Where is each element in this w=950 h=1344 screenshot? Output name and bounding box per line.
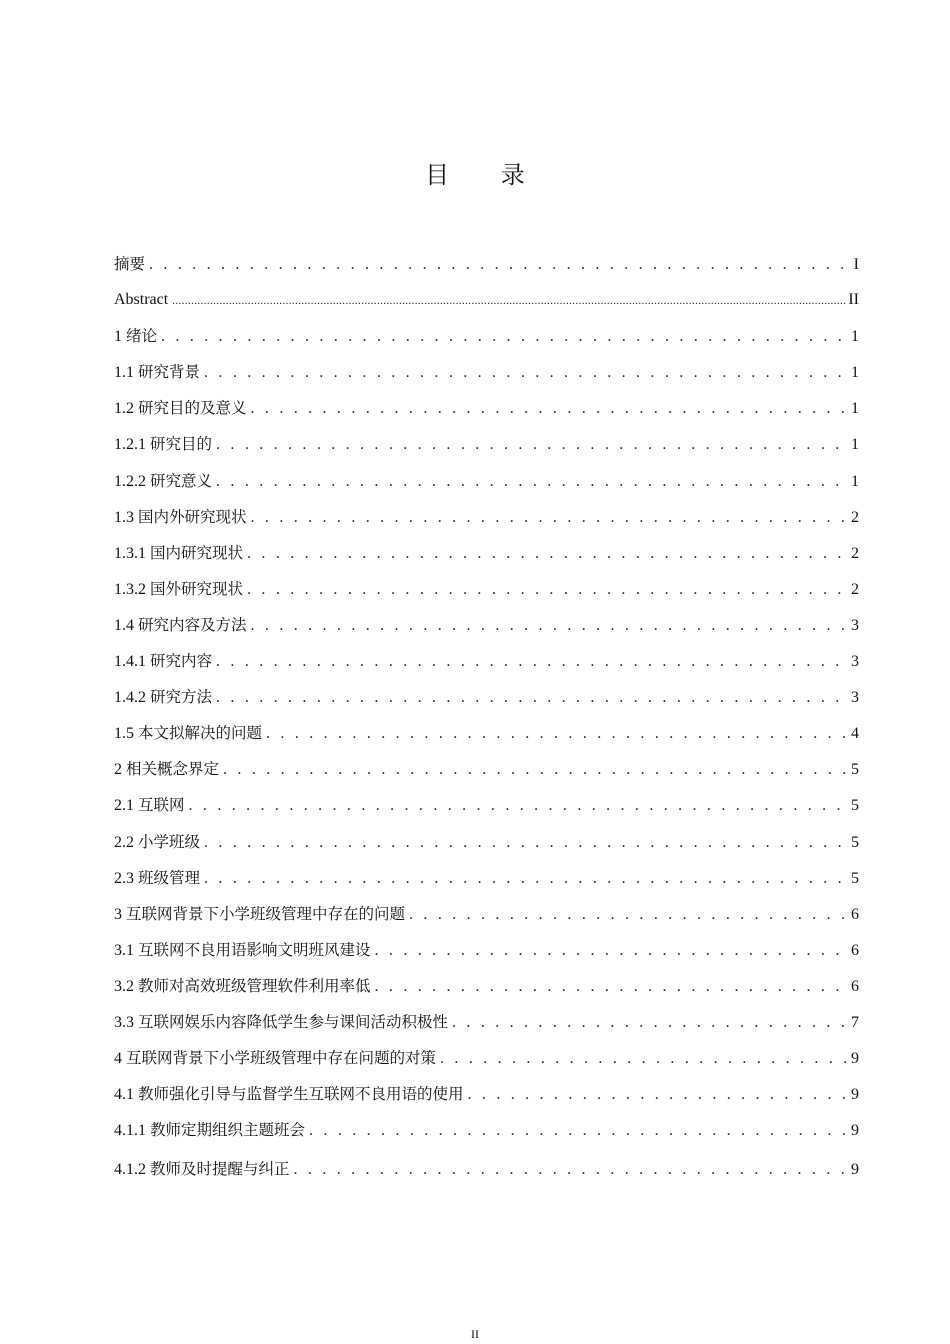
toc-leader-dots [172,287,846,315]
toc-leader-dots [251,612,849,640]
toc-entry-label [114,972,371,1001]
toc-entry-text: 教师定期组织主题班会 [150,1121,306,1140]
toc-entry-label [114,1116,305,1145]
toc-entry-page: 2 [851,508,859,526]
toc-entry-text: 互联网背景下小学班级管理中存在的问题 [126,904,406,923]
page-number: II [471,1327,479,1341]
toc-entry-text: 研究背景 [138,363,201,382]
toc-entry-label [114,791,185,820]
toc-entry[interactable] [114,394,859,430]
toc-entry[interactable] [114,683,859,719]
toc-entry[interactable] [114,864,859,900]
toc-entry-label [114,430,212,459]
toc-entry[interactable] [114,755,859,791]
toc-entry-page: 4 [851,725,859,743]
toc-entry-label [114,936,371,965]
toc-entry-label [114,503,247,532]
toc-entry-label [114,900,405,929]
toc-entry-label [114,322,157,351]
toc-leader-dots [266,720,849,748]
toc-entry-text: 班级管理 [138,868,201,887]
toc-entry-label [114,647,212,676]
table-of-contents [114,250,859,1191]
toc-entry-number: 1.4.1 [114,653,146,671]
toc-leader-dots [216,648,849,676]
toc-entry-page: 5 [851,797,859,815]
toc-entry-number: 1.2.2 [114,472,146,490]
toc-entry-label [114,250,145,279]
toc-entry-label [114,575,243,604]
toc-entry-page: 5 [851,761,859,779]
toc-leader-dots [468,1081,849,1109]
toc-entry-text: 国内研究现状 [150,543,244,562]
toc-entry-number: 2.1 [114,797,134,815]
toc-entry-page: 9 [851,1050,859,1068]
toc-entry-text: 教师及时提醒与纠正 [150,1160,290,1179]
toc-entry-page: 1 [851,472,859,490]
toc-entry-page: 9 [851,1161,859,1179]
toc-entry-page: 1 [851,436,859,454]
toc-entry-text: 绪论 [126,327,158,346]
toc-entry-label [114,864,200,893]
toc-entry-text: 研究目的 [150,435,213,454]
toc-leader-dots [161,323,849,351]
toc-entry-number: 4.1 [114,1086,134,1104]
toc-leader-dots [452,1009,849,1037]
toc-entry[interactable] [114,611,859,647]
toc-leader-dots [216,468,849,496]
toc-entry-label [114,1155,290,1184]
toc-entry[interactable] [114,791,859,827]
toc-entry-page: 6 [851,977,859,995]
toc-entry-label [114,394,247,423]
toc-entry-label [114,683,212,712]
toc-entry-number: 3.2 [114,977,134,995]
toc-entry-number: 4 [114,1050,122,1068]
toc-entry-page: II [848,291,859,309]
toc-entry[interactable] [114,1044,859,1080]
toc-entry-number: 1.3.2 [114,580,146,598]
toc-entry-page: 2 [851,580,859,598]
toc-entry-page: 3 [851,653,859,671]
toc-entry-label [114,1008,448,1037]
toc-entry-label [114,611,247,640]
toc-entry-number: 2.2 [114,833,134,851]
toc-entry-text: 互联网不良用语影响文明班风建设 [138,940,371,959]
toc-entry-number: 1.4.2 [114,689,146,707]
toc-entry-text: 小学班级 [138,832,201,851]
toc-entry-page: 3 [851,689,859,707]
toc-entry-page: 3 [851,616,859,634]
toc-entry-text: 研究目的及意义 [138,399,247,418]
toc-entry[interactable] [114,1155,859,1191]
toc-leader-dots [149,251,852,279]
toc-entry-number: 1.2.1 [114,436,146,454]
toc-leader-dots [409,901,849,929]
toc-leader-dots [247,540,849,568]
toc-entry-number: 1.1 [114,364,134,382]
toc-entry-text: Abstract [114,291,169,309]
toc-entry[interactable] [114,286,859,322]
toc-leader-dots [375,937,849,965]
toc-entry-number: 3.1 [114,941,134,959]
toc-entry[interactable] [114,250,859,286]
toc-entry-text: 本文拟解决的问题 [138,724,263,743]
toc-leader-dots [223,756,849,784]
toc-entry[interactable] [114,1116,859,1152]
toc-leader-dots [216,431,849,459]
toc-entry-page: 1 [851,328,859,346]
toc-entry[interactable] [114,575,859,611]
toc-entry-text: 研究内容 [150,652,213,671]
toc-leader-dots [294,1156,849,1184]
toc-entry-text: 互联网娱乐内容降低学生参与课间活动积极性 [138,1012,449,1031]
toc-entry-page: 1 [851,364,859,382]
toc-entry-page: 2 [851,544,859,562]
toc-entry-page: 5 [851,833,859,851]
toc-entry-text: 互联网背景下小学班级管理中存在问题的对策 [126,1049,437,1068]
toc-entry[interactable] [114,358,859,394]
toc-leader-dots [204,829,849,857]
toc-entry-number: 4.1.2 [114,1161,146,1179]
toc-entry[interactable] [114,719,859,755]
toc-entry-label [114,719,262,748]
toc-entry-text: 教师强化引导与监督学生互联网不良用语的使用 [138,1085,464,1104]
toc-entry-text: 国外研究现状 [150,579,244,598]
toc-entry-number: 1.2 [114,400,134,418]
toc-entry-label [114,1044,436,1073]
toc-entry-text: 研究意义 [150,471,213,490]
toc-entry-page: 1 [851,400,859,418]
toc-entry-text: 摘要 [114,255,146,273]
toc-entry-label [114,828,200,857]
toc-entry-number: 1.4 [114,616,134,634]
toc-leader-dots [309,1117,849,1145]
toc-entry[interactable] [114,322,859,358]
toc-entry-number: 1.5 [114,725,134,743]
toc-entry-label [114,358,200,387]
toc-leader-dots [375,973,849,1001]
toc-entry-number: 4.1.1 [114,1122,146,1140]
toc-leader-dots [204,865,849,893]
toc-entry[interactable] [114,900,859,936]
toc-entry-text: 研究方法 [150,688,213,707]
toc-entry-text: 互联网 [138,796,185,815]
toc-entry-number: 3.3 [114,1013,134,1031]
toc-entry-number: 3 [114,905,122,923]
toc-entry-text: 教师对高效班级管理软件利用率低 [138,976,371,995]
toc-leader-dots [204,359,849,387]
toc-entry[interactable] [114,1080,859,1116]
toc-entry-text: 国内外研究现状 [138,507,247,526]
toc-entry-label [114,755,219,784]
toc-entry[interactable] [114,430,859,466]
toc-entry-number: 1.3.1 [114,544,146,562]
toc-entry-label [114,286,168,314]
toc-entry-page: 5 [851,869,859,887]
toc-entry[interactable] [114,647,859,683]
toc-entry-label [114,1080,464,1109]
toc-entry-number: 1 [114,328,122,346]
toc-entry[interactable] [114,828,859,864]
toc-entry-page: 9 [851,1122,859,1140]
toc-entry-page: 6 [851,941,859,959]
toc-leader-dots [247,576,849,604]
toc-entry-page: I [853,256,859,273]
toc-entry-label [114,539,243,568]
toc-leader-dots [189,792,849,820]
toc-leader-dots [216,684,849,712]
toc-entry-page: 7 [851,1013,859,1031]
toc-entry-page: 9 [851,1086,859,1104]
toc-entry[interactable] [114,1008,859,1044]
toc-entry[interactable] [114,936,859,972]
toc-leader-dots [251,504,849,532]
toc-entry[interactable] [114,539,859,575]
toc-entry-number: 2.3 [114,869,134,887]
toc-entry-number: 2 [114,761,122,779]
toc-entry-page: 6 [851,905,859,923]
toc-entry-label [114,467,212,496]
toc-entry[interactable] [114,972,859,1008]
toc-leader-dots [440,1045,849,1073]
toc-entry-text: 相关概念界定 [126,760,220,779]
toc-entry[interactable] [114,503,859,539]
page-title: 目 录 [425,161,547,189]
toc-leader-dots [251,395,849,423]
toc-entry[interactable] [114,467,859,503]
toc-entry-number: 1.3 [114,508,134,526]
toc-entry-text: 研究内容及方法 [138,615,247,634]
